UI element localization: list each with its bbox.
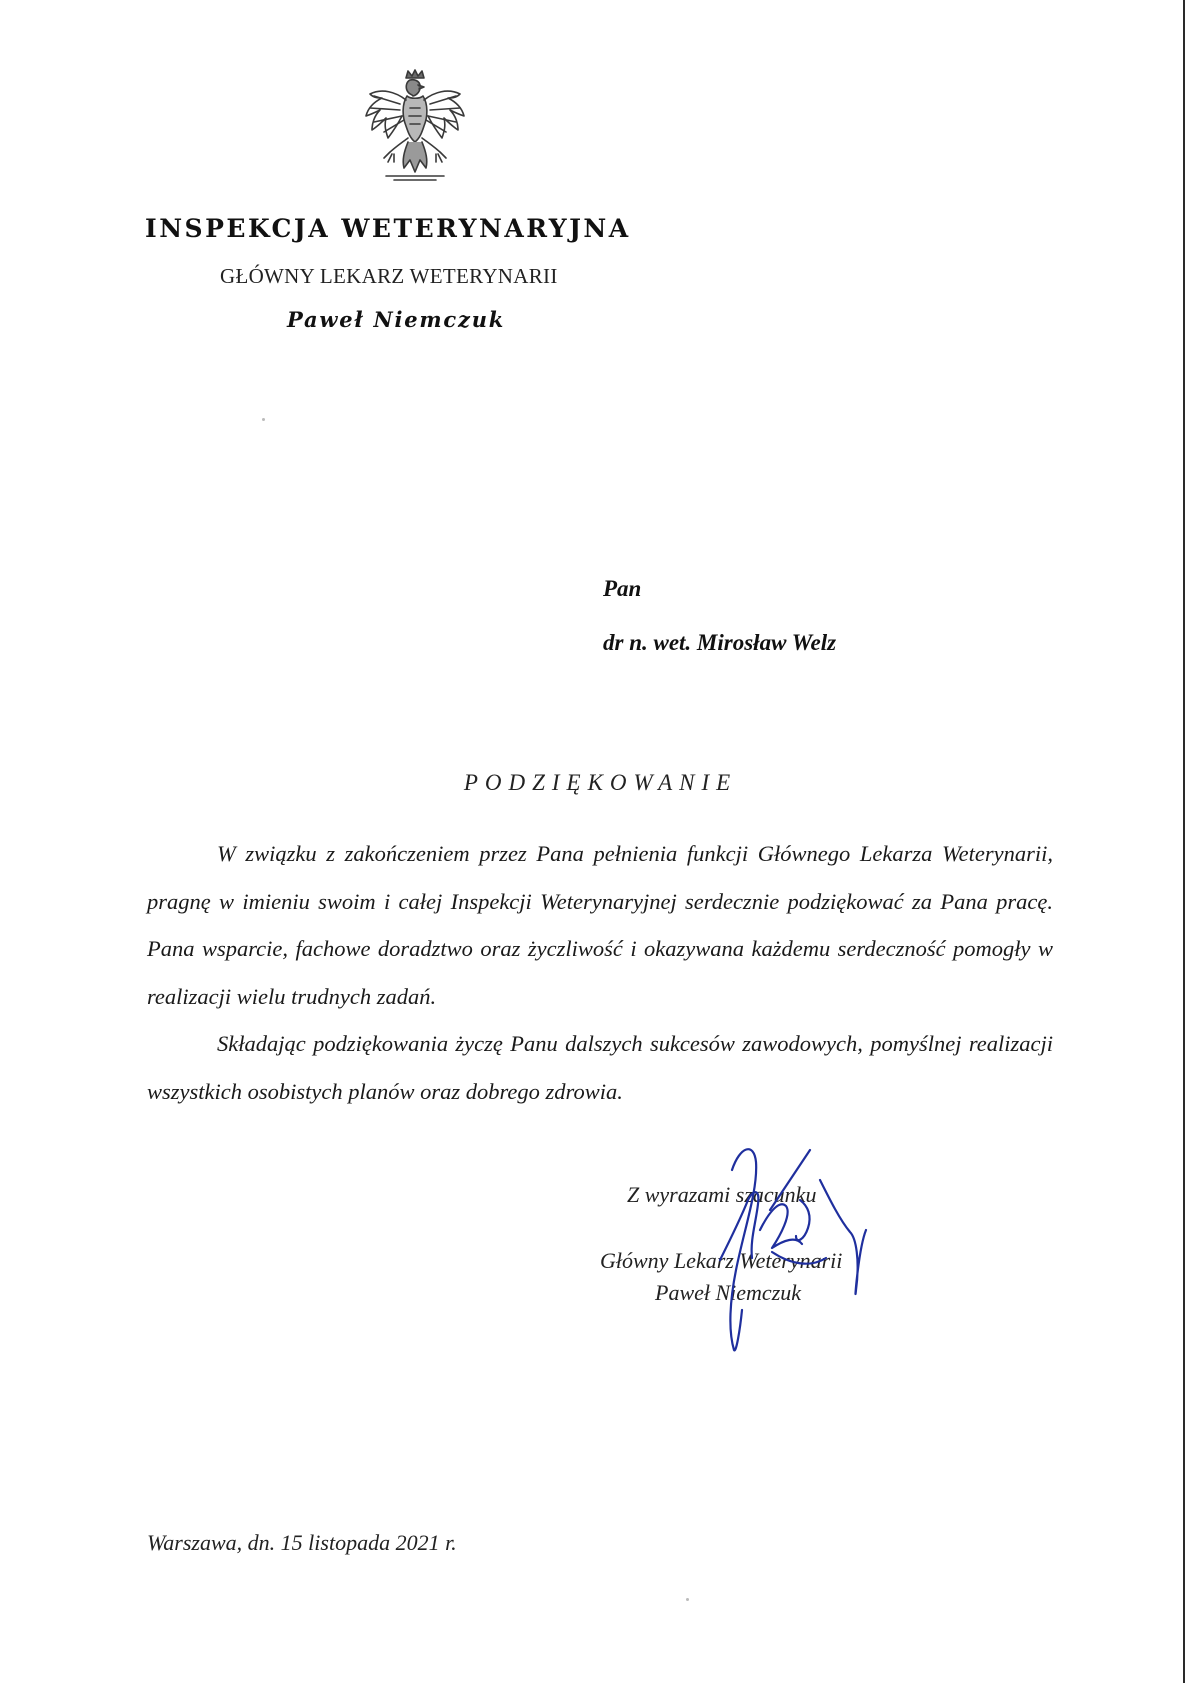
signer-role: Główny Lekarz Weterynarii: [600, 1248, 843, 1273]
recipient-name: dr n. wet. Mirosław Welz: [603, 630, 837, 655]
letter-title: PODZIĘKOWANIE: [463, 770, 738, 795]
polish-eagle-emblem-icon: [360, 68, 470, 186]
letter-paragraph: Składając podziękowania życzę Panu dalszych sukcesów zawodowych, pomyślnej realizacji wszystkich osobistych planów oraz dobrego zdrowia.: [147, 1031, 1053, 1104]
office-title: GŁÓWNY LEKARZ WETERYNARII: [220, 264, 558, 288]
handwritten-signature: [700, 1140, 900, 1360]
scan-speck: [686, 1598, 689, 1601]
signer-name: Paweł Niemczuk: [655, 1280, 802, 1305]
institution-name: INSPEKCJA WETERYNARYJNA: [145, 214, 631, 243]
letter-paragraph: W związku z zakończeniem przez Pana pełnienia funkcji Głównego Lekarza Weterynarii, pragnę w imieniu swoim i całej Inspekcji Weterynaryjnej serdecznie podziękować za Pana pracę. Pana wsparcie, fachowe doradztwo oraz życzliwość i okazywana każdemu serdeczność pomogły w realizacji wielu trudnych zadań.: [147, 841, 1053, 1009]
page-edge-line: [1183, 0, 1185, 1683]
office-head-name: Paweł Niemczuk: [287, 307, 506, 332]
recipient-salutation: Pan: [603, 576, 642, 601]
letter-body: [147, 830, 1053, 1115]
closing-regards: Z wyrazami szacunku: [627, 1182, 817, 1207]
scan-speck: [262, 418, 265, 421]
place-and-date: Warszawa, dn. 15 listopada 2021 r.: [147, 1530, 457, 1555]
